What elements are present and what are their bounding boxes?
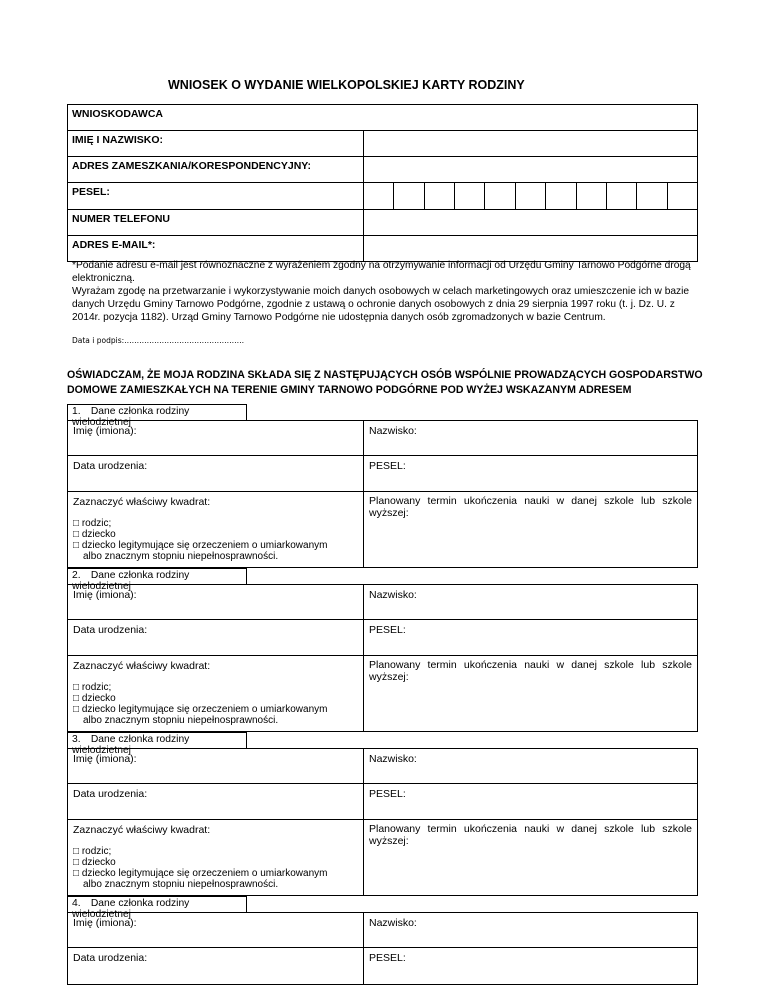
pesel-digit-box[interactable]	[485, 183, 515, 209]
role-checkbox-cell	[68, 820, 364, 895]
phone-field[interactable]	[364, 210, 698, 236]
role-instruction: Zaznaczyć właściwy kwadrat:	[73, 496, 211, 508]
member-pesel-field[interactable]	[364, 620, 697, 655]
birth-date-label: Data urodzenia:	[73, 460, 148, 472]
pesel-digit-box[interactable]	[546, 183, 576, 209]
family-member-block	[67, 896, 698, 985]
family-member-block	[67, 568, 698, 732]
member-table	[67, 420, 698, 568]
member-header-label: Dane członka rodziny wielodzietnej	[72, 734, 190, 756]
table-row	[68, 913, 697, 948]
member-table	[67, 912, 698, 985]
role-instruction: Zaznaczyć właściwy kwadrat:	[73, 824, 211, 836]
pesel-digit-box[interactable]	[364, 183, 394, 209]
role-instruction: Zaznaczyć właściwy kwadrat:	[73, 660, 211, 672]
pesel-digit-box[interactable]	[425, 183, 455, 209]
first-name-label: Imię (imiona):	[73, 589, 137, 601]
first-name-label: Imię (imiona):	[73, 917, 137, 929]
address-field[interactable]	[364, 157, 698, 183]
role-checkbox-cell	[68, 656, 364, 731]
last-name-label: Nazwisko:	[369, 917, 417, 929]
school-end-field[interactable]	[364, 656, 697, 731]
birth-date-label: Data urodzenia:	[73, 952, 148, 964]
table-row	[68, 456, 697, 492]
birth-date-field[interactable]	[68, 948, 364, 984]
first-name-field[interactable]	[68, 913, 364, 947]
member-pesel-field[interactable]	[364, 948, 697, 984]
member-number: 2.	[72, 570, 81, 581]
birth-date-label: Data urodzenia:	[73, 624, 148, 636]
family-member-block	[67, 404, 698, 568]
disabled-child-label-cont: albo znacznym stopniu niepełnosprawności.	[83, 879, 279, 890]
member-header-label: Dane członka rodziny wielodzietnej	[72, 406, 190, 428]
pesel-digit-boxes[interactable]	[364, 183, 697, 209]
member-number: 1.	[72, 406, 81, 417]
last-name-field[interactable]	[364, 749, 697, 783]
member-header	[67, 568, 247, 592]
family-members-section	[67, 404, 698, 985]
consent-note	[72, 259, 692, 324]
page-title: WNIOSEK O WYDANIE WIELKOPOLSKIEJ KARTY RODZINY	[168, 78, 525, 92]
first-name-field[interactable]	[68, 421, 364, 455]
disabled-child-checkbox[interactable]: □ dziecko legitymujące się orzeczeniem o umiarkowanym	[73, 540, 328, 551]
disabled-child-checkbox[interactable]: □ dziecko legitymujące się orzeczeniem o umiarkowanym	[73, 704, 328, 715]
email-label: ADRES E-MAIL*:	[68, 236, 364, 262]
member-pesel-label: PESEL:	[369, 952, 406, 964]
school-end-field[interactable]	[364, 820, 697, 895]
member-table	[67, 748, 698, 896]
family-member-block	[67, 732, 698, 896]
date-signature-line: Data i podpis:…………………………………………	[72, 336, 245, 345]
table-row	[68, 820, 697, 895]
first-name-label: Imię (imiona):	[73, 753, 137, 765]
applicant-table	[67, 104, 698, 262]
member-header	[67, 896, 247, 920]
member-header-label: Dane członka rodziny wielodzietnej	[72, 570, 190, 592]
table-row	[68, 421, 697, 456]
pesel-digit-box[interactable]	[394, 183, 424, 209]
email-field[interactable]	[364, 236, 698, 262]
last-name-field[interactable]	[364, 913, 697, 947]
member-pesel-field[interactable]	[364, 784, 697, 819]
child-checkbox[interactable]: □ dziecko	[73, 693, 116, 704]
role-checkbox-cell	[68, 492, 364, 567]
table-row	[68, 656, 697, 731]
pesel-digit-box[interactable]	[455, 183, 485, 209]
member-number: 4.	[72, 898, 81, 909]
name-field[interactable]	[364, 131, 698, 157]
pesel-digit-box[interactable]	[668, 183, 697, 209]
birth-date-field[interactable]	[68, 784, 364, 819]
first-name-field[interactable]	[68, 749, 364, 783]
table-row	[68, 749, 697, 784]
pesel-digit-box[interactable]	[516, 183, 546, 209]
parent-checkbox[interactable]: □ rodzic;	[73, 682, 112, 693]
member-pesel-label: PESEL:	[369, 460, 406, 472]
name-label: IMIĘ I NAZWISKO:	[68, 131, 364, 157]
table-row	[68, 948, 697, 984]
pesel-digit-box[interactable]	[637, 183, 667, 209]
member-pesel-field[interactable]	[364, 456, 697, 491]
address-label: ADRES ZAMESZKANIA/KORESPONDENCYJNY:	[68, 157, 364, 183]
member-header	[67, 732, 247, 756]
child-checkbox[interactable]: □ dziecko	[73, 529, 116, 540]
school-end-field[interactable]	[364, 492, 697, 567]
pesel-digit-box[interactable]	[607, 183, 637, 209]
email-note: *Podanie adresu e-mail jest równoznaczne z wyrażeniem zgodny na otrzymywanie informacji od Urzędu Gminy Tarnowo Podgórne drogą elektroniczną.	[72, 260, 691, 284]
member-header-label: Dane członka rodziny wielodzietnej	[72, 898, 190, 920]
birth-date-field[interactable]	[68, 456, 364, 491]
last-name-label: Nazwisko:	[369, 425, 417, 437]
table-row	[68, 784, 697, 820]
pesel-field[interactable]	[364, 183, 698, 210]
disabled-child-label-cont: albo znacznym stopniu niepełnosprawności.	[83, 551, 279, 562]
first-name-field[interactable]	[68, 585, 364, 619]
birth-date-label: Data urodzenia:	[73, 788, 148, 800]
school-end-label: Planowany termin ukończenia nauki w danej szkole lub szkole wyższej:	[369, 823, 692, 847]
consent-text: Wyrażam zgodę na przetwarzanie i wykorzystywanie moich danych osobowych w celach marketingowych oraz umieszczenie ich w bazie danych Urzędu Gminy Tarnowo Podgórne, zgodnie z ustawą o ochronie danych osobowych z dnia 29 sierpnia 1997 roku (t. j. Dz. U. z 2014r. pozycja 1182). Urząd Gminy Tarnowo Podgórne nie udostępnia danych osób zgromadzonych w bazie Centrum.	[72, 286, 690, 323]
child-checkbox[interactable]: □ dziecko	[73, 857, 116, 868]
table-row	[68, 620, 697, 656]
member-table	[67, 584, 698, 732]
disabled-child-checkbox[interactable]: □ dziecko legitymujące się orzeczeniem o umiarkowanym	[73, 868, 328, 879]
parent-checkbox[interactable]: □ rodzic;	[73, 518, 112, 529]
birth-date-field[interactable]	[68, 620, 364, 655]
first-name-label: Imię (imiona):	[73, 425, 137, 437]
pesel-label: PESEL:	[68, 183, 364, 210]
table-row	[68, 585, 697, 620]
applicant-header: WNIOSKODAWCA	[68, 105, 698, 131]
table-row	[68, 492, 697, 567]
disabled-child-label-cont: albo znacznym stopniu niepełnosprawności.	[83, 715, 279, 726]
declaration-heading: OŚWIADCZAM, ŻE MOJA RODZINA SKŁADA SIĘ Z NASTĘPUJĄCYCH OSÓB WSPÓLNIE PROWADZĄCYCH GOSPODARSTWO DOMOWE ZAMIESZKAŁYCH NA TERENIE GMINY TARNOWO PODGÓRNE POD WYŻEJ WSKAZANYM ADRESEM	[67, 369, 703, 396]
parent-checkbox[interactable]: □ rodzic;	[73, 846, 112, 857]
member-pesel-label: PESEL:	[369, 788, 406, 800]
member-header	[67, 404, 247, 428]
phone-label: NUMER TELEFONU	[68, 210, 364, 236]
last-name-field[interactable]	[364, 585, 697, 619]
school-end-label: Planowany termin ukończenia nauki w danej szkole lub szkole wyższej:	[369, 495, 692, 519]
last-name-label: Nazwisko:	[369, 589, 417, 601]
member-number: 3.	[72, 734, 81, 745]
last-name-field[interactable]	[364, 421, 697, 455]
school-end-label: Planowany termin ukończenia nauki w danej szkole lub szkole wyższej:	[369, 659, 692, 683]
member-pesel-label: PESEL:	[369, 624, 406, 636]
last-name-label: Nazwisko:	[369, 753, 417, 765]
pesel-digit-box[interactable]	[577, 183, 607, 209]
